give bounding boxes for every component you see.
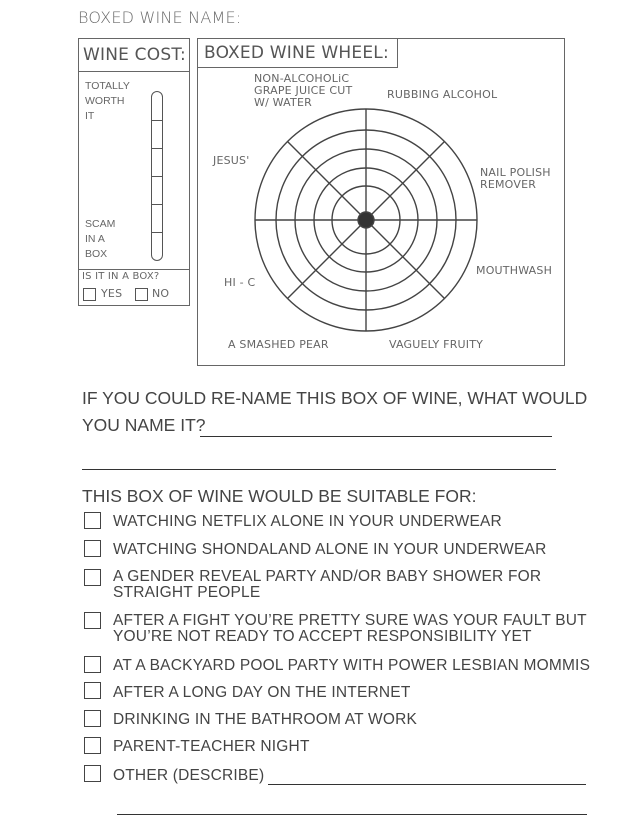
option-label bbox=[113, 569, 541, 601]
option-label bbox=[113, 613, 587, 645]
meter-tick bbox=[152, 176, 162, 177]
option-label bbox=[113, 542, 546, 558]
yes-label: YES bbox=[101, 287, 123, 300]
other-describe-line[interactable] bbox=[117, 814, 587, 815]
meter-tick bbox=[152, 204, 162, 205]
divider bbox=[79, 269, 189, 270]
option-checkbox[interactable] bbox=[84, 656, 101, 673]
option-label bbox=[113, 685, 411, 701]
no-label: NO bbox=[152, 287, 170, 300]
rename-question bbox=[82, 385, 587, 439]
flavor-wheel[interactable] bbox=[198, 39, 564, 365]
meter-tick bbox=[152, 232, 162, 233]
scam-label-line: SCAM bbox=[85, 218, 116, 230]
option-label-line: AFTER A FIGHT YOU’RE PRETTY SURE WAS YOUR FAULT BUT bbox=[113, 612, 587, 629]
option-label bbox=[113, 768, 264, 784]
option-label bbox=[113, 712, 417, 728]
option-checkbox[interactable] bbox=[84, 612, 101, 629]
option-checkbox[interactable] bbox=[84, 512, 101, 529]
scam-label-line: BOX bbox=[85, 248, 108, 260]
option-label-line: PARENT-TEACHER NIGHT bbox=[113, 738, 310, 755]
worth-label-line: WORTH bbox=[85, 95, 125, 107]
wheel-label-hi-c: HI - C bbox=[224, 276, 256, 289]
title-divider bbox=[79, 71, 189, 72]
suitable-title: THIS BOX OF WINE WOULD BE SUITABLE FOR: bbox=[82, 486, 477, 506]
rename-answer-line[interactable] bbox=[82, 469, 556, 470]
wine-wheel-title: BOXED WINE WHEEL: bbox=[204, 43, 389, 63]
option-checkbox[interactable] bbox=[84, 569, 101, 586]
option-label-line: OTHER (DESCRIBE) bbox=[113, 767, 265, 784]
wine-wheel-panel bbox=[197, 38, 565, 366]
wheel-label-nail-polish bbox=[480, 167, 551, 191]
wine-name-label: BOXED WINE NAME: bbox=[78, 8, 242, 27]
wheel-center-dot bbox=[358, 212, 374, 228]
option-checkbox[interactable] bbox=[84, 737, 101, 754]
wheel-label-line: NAIL POLISH bbox=[480, 166, 551, 179]
cost-meter[interactable] bbox=[151, 91, 163, 261]
wheel-label-line: REMOVER bbox=[480, 178, 537, 191]
wheel-label-rubbing-alcohol: RUBBING ALCOHOL bbox=[387, 88, 498, 101]
box-question: IS IT IN A BOX? bbox=[82, 271, 160, 282]
wheel-label-vaguely-fruity: VAGUELY FRUITY bbox=[389, 338, 484, 351]
wheel-label-line: GRAPE JUICE CUT bbox=[254, 84, 353, 97]
scam-label bbox=[85, 217, 115, 262]
worth-label-line: IT bbox=[85, 110, 95, 122]
worth-label bbox=[85, 79, 130, 124]
wheel-label-mouthwash: MOUTHWASH bbox=[476, 264, 553, 277]
option-checkbox[interactable] bbox=[84, 682, 101, 699]
option-label bbox=[113, 658, 590, 674]
wheel-label-non-alcoholic bbox=[254, 73, 352, 109]
option-checkbox[interactable] bbox=[84, 710, 101, 727]
option-label-line: WATCHING NETFLIX ALONE IN YOUR UNDERWEAR bbox=[113, 513, 502, 530]
meter-tick bbox=[152, 148, 162, 149]
rename-question-line: IF YOU COULD RE-NAME THIS BOX OF WINE, WHAT WOULD bbox=[82, 388, 588, 408]
wheel-label-line: W/ WATER bbox=[254, 96, 312, 109]
worth-label-line: TOTALLY bbox=[85, 80, 130, 92]
option-label-line: YOU’RE NOT READY TO ACCEPT RESPONSIBILITY YET bbox=[113, 628, 532, 645]
option-checkbox[interactable] bbox=[84, 765, 101, 782]
rename-question-line: YOU NAME IT? bbox=[82, 415, 206, 435]
wine-cost-title: WINE COST: bbox=[83, 45, 186, 65]
option-label-line: AFTER A LONG DAY ON THE INTERNET bbox=[113, 684, 411, 701]
option-label-line: WATCHING SHONDALAND ALONE IN YOUR UNDERWEAR bbox=[113, 541, 547, 558]
option-checkbox[interactable] bbox=[84, 540, 101, 557]
no-checkbox[interactable] bbox=[135, 288, 148, 301]
wheel-label-jesus: JESUS' bbox=[213, 154, 250, 167]
option-label-line: STRAIGHT PEOPLE bbox=[113, 584, 261, 601]
wheel-label-smashed-pear: A SMASHED PEAR bbox=[228, 338, 329, 351]
rename-answer-line[interactable] bbox=[200, 436, 552, 437]
option-label-line: AT A BACKYARD POOL PARTY WITH POWER LESBIAN MOMMIS bbox=[113, 657, 591, 674]
option-label-line: A GENDER REVEAL PARTY AND/OR BABY SHOWER FOR bbox=[113, 568, 542, 585]
scam-label-line: IN A bbox=[85, 233, 105, 245]
option-label-line: DRINKING IN THE BATHROOM AT WORK bbox=[113, 711, 418, 728]
meter-tick bbox=[152, 120, 162, 121]
wheel-label-line: NON-ALCOHOLiC bbox=[254, 72, 350, 85]
yes-checkbox[interactable] bbox=[83, 288, 96, 301]
option-label bbox=[113, 739, 310, 755]
option-label bbox=[113, 514, 502, 530]
other-describe-line[interactable] bbox=[268, 784, 586, 785]
wine-cost-panel bbox=[78, 38, 190, 306]
